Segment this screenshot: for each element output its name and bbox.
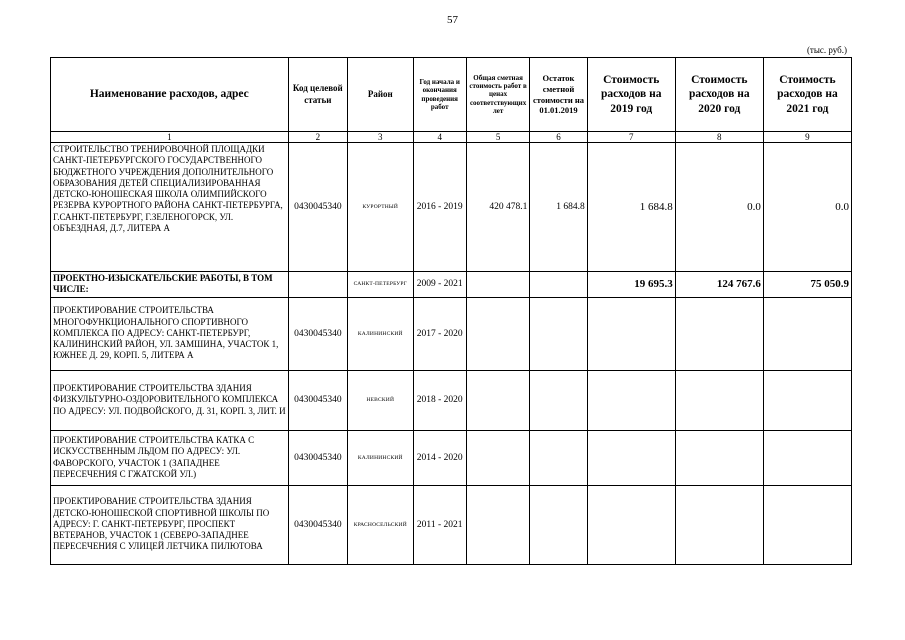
header-name: Наименование расходов, адрес: [51, 58, 289, 132]
row-remaining: [530, 370, 587, 430]
row-cost-2020: 0.0: [675, 143, 763, 272]
row-total: 420 478.1: [466, 143, 530, 272]
header-district: Район: [348, 58, 414, 132]
row-name: ПРОЕКТИРОВАНИЕ СТРОИТЕЛЬСТВА МНОГОФУНКЦИОНАЛЬНОГО СПОРТИВНОГО КОМПЛЕКСА ПО АДРЕСУ: САНКТ-ПЕТЕРБУРГ, КАЛИНИНСКИЙ РАЙОН, УЛ. ЗАМШИНА, УЧАСТОК 1, ЮЖНЕЕ Д. 29, КОРП. 5, ЛИТЕРА А: [51, 297, 289, 370]
row-name: ПРОЕКТНО-ИЗЫСКАТЕЛЬСКИЕ РАБОТЫ, В ТОМ ЧИСЛЕ:: [51, 272, 289, 298]
row-name: ПРОЕКТИРОВАНИЕ СТРОИТЕЛЬСТВА КАТКА С ИСКУССТВЕННЫМ ЛЬДОМ ПО АДРЕСУ: УЛ. ФАВОРСКОГО, УЧАСТОК 1 (ЗАПАДНЕЕ ПЕРЕСЕЧЕНИЯ С ГЖАТСКОЙ УЛ.): [51, 430, 289, 485]
column-number: 3: [348, 132, 414, 143]
row-district: САНКТ-ПЕТЕРБУРГ: [348, 272, 414, 298]
row-total: [466, 272, 530, 298]
row-cost-2021: [763, 370, 851, 430]
column-number: 7: [587, 132, 675, 143]
units-label: (тыс. руб.): [806, 45, 847, 55]
row-remaining: [530, 485, 587, 564]
row-code: [288, 272, 347, 298]
row-cost-2019: 1 684.8: [587, 143, 675, 272]
row-name: ПРОЕКТИРОВАНИЕ СТРОИТЕЛЬСТВА ЗДАНИЯ ФИЗКУЛЬТУРНО-ОЗДОРОВИТЕЛЬНОГО КОМПЛЕКСА ПО АДРЕСУ: УЛ. ПОДВОЙСКОГО, Д. 31, КОРП. 3, ЛИТ. И: [51, 370, 289, 430]
header-years: Год начала и окончания проведения работ: [413, 58, 466, 132]
header-cost-2019: Стоимость расходов на 2019 год: [587, 58, 675, 132]
row-name: СТРОИТЕЛЬСТВО ТРЕНИРОВОЧНОЙ ПЛОЩАДКИ САНКТ-ПЕТЕРБУРГСКОГО ГОСУДАРСТВЕННОГО БЮДЖЕТНОГО УЧРЕЖДЕНИЯ ДОПОЛНИТЕЛЬНОГО ОБРАЗОВАНИЯ ДЕТЕЙ СПЕЦИАЛИЗИРОВАННАЯ ДЕТСКО-ЮНОШЕСКАЯ ШКОЛА ОЛИМПИЙСКОГО РЕЗЕРВА КУРОРТНОГО РАЙОНА САНКТ-ПЕТЕРБУРГА, Г.САНКТ-ПЕТЕРБУРГ, Г.ЗЕЛЕНОГОРСК, УЛ. ОБЪЕЗДНАЯ, Д.7, ЛИТЕРА А: [51, 143, 289, 272]
row-years: 2014 - 2020: [413, 430, 466, 485]
page-number: 57: [447, 14, 458, 26]
row-cost-2020: [675, 485, 763, 564]
row-total: [466, 430, 530, 485]
row-cost-2021: [763, 297, 851, 370]
row-remaining: 1 684.8: [530, 143, 587, 272]
row-cost-2020: [675, 370, 763, 430]
table-row: [51, 370, 852, 430]
row-years: 2016 - 2019: [413, 143, 466, 272]
row-code: 0430045340: [288, 143, 347, 272]
table-row: [51, 143, 852, 272]
row-total: [466, 485, 530, 564]
column-number: 4: [413, 132, 466, 143]
row-remaining: [530, 272, 587, 298]
row-district: КАЛИНИНСКИЙ: [348, 430, 414, 485]
row-remaining: [530, 430, 587, 485]
row-total: [466, 297, 530, 370]
row-cost-2020: 124 767.6: [675, 272, 763, 298]
row-cost-2019: [587, 370, 675, 430]
column-number: 5: [466, 132, 530, 143]
table-row-subtotal: [51, 272, 852, 298]
row-cost-2019: [587, 297, 675, 370]
row-cost-2021: 75 050.9: [763, 272, 851, 298]
row-district: НЕВСКИЙ: [348, 370, 414, 430]
row-cost-2019: [587, 430, 675, 485]
row-years: 2009 - 2021: [413, 272, 466, 298]
row-code: 0430045340: [288, 297, 347, 370]
row-remaining: [530, 297, 587, 370]
header-total: Общая сметная стоимость работ в ценах соответствующих лет: [466, 58, 530, 132]
row-code: 0430045340: [288, 430, 347, 485]
row-years: 2011 - 2021: [413, 485, 466, 564]
header-row: [51, 58, 852, 132]
row-cost-2020: [675, 297, 763, 370]
column-number: 9: [763, 132, 851, 143]
expenses-table: [50, 57, 852, 565]
row-total: [466, 370, 530, 430]
row-district: КУРОРТНЫЙ: [348, 143, 414, 272]
row-years: 2017 - 2020: [413, 297, 466, 370]
table-row: [51, 485, 852, 564]
row-district: КРАСНОСЕЛЬСКИЙ: [348, 485, 414, 564]
header-code: Код целевой статьи: [288, 58, 347, 132]
table-row: [51, 430, 852, 485]
row-cost-2021: [763, 430, 851, 485]
row-cost-2019: [587, 485, 675, 564]
header-cost-2021: Стоимость расходов на 2021 год: [763, 58, 851, 132]
row-district: КАЛИНИНСКИЙ: [348, 297, 414, 370]
header-cost-2020: Стоимость расходов на 2020 год: [675, 58, 763, 132]
row-code: 0430045340: [288, 485, 347, 564]
table-row: [51, 297, 852, 370]
column-number: 8: [675, 132, 763, 143]
column-number-row: [51, 132, 852, 143]
column-number: 2: [288, 132, 347, 143]
row-name: ПРОЕКТИРОВАНИЕ СТРОИТЕЛЬСТВА ЗДАНИЯ ДЕТСКО-ЮНОШЕСКОЙ СПОРТИВНОЙ ШКОЛЫ ПО АДРЕСУ: Г. САНКТ-ПЕТЕРБУРГ, ПРОСПЕКТ ВЕТЕРАНОВ, УЧАСТОК 1 (СЕВЕРО-ЗАПАДНЕЕ ПЕРЕСЕЧЕНИЯ С УЛИЦЕЙ ЛЕТЧИКА ПИЛЮТОВА: [51, 485, 289, 564]
row-code: 0430045340: [288, 370, 347, 430]
column-number: 1: [51, 132, 289, 143]
row-cost-2020: [675, 430, 763, 485]
row-years: 2018 - 2020: [413, 370, 466, 430]
row-cost-2021: [763, 485, 851, 564]
row-cost-2021: 0.0: [763, 143, 851, 272]
column-number: 6: [530, 132, 587, 143]
row-cost-2019: 19 695.3: [587, 272, 675, 298]
header-remaining: Остаток сметной стоимости на 01.01.2019: [530, 58, 587, 132]
